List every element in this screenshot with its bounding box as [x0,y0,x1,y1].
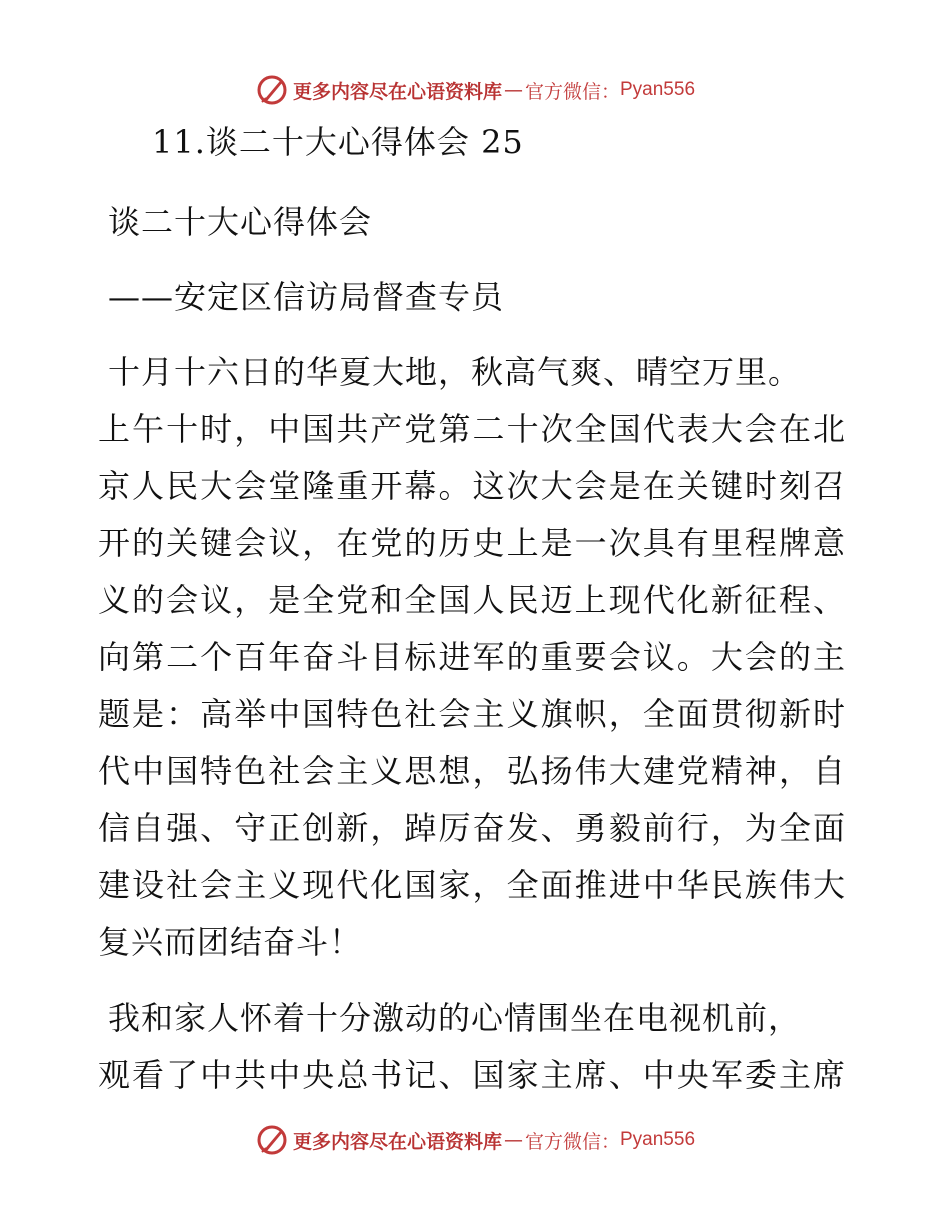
paragraph-line: 代中国特色社会主义思想，弘扬伟大建党精神，自 [98,752,846,790]
watermark-brand: 更多内容尽在心语资料库 [292,80,502,103]
watermark-label: 官方微信： [524,80,620,103]
watermark-label: 官方微信： [524,1130,620,1153]
watermark-wechat-id: Pyan556 [620,1129,696,1150]
watermark-brand: 更多内容尽在心语资料库 [292,1130,502,1153]
paragraph-line: 观看了中共中央总书记、国家主席、中央军委主席 [98,1056,846,1094]
header-watermark [0,70,950,110]
paragraph-line: 上午十时，中国共产党第二十次全国代表大会在北 [98,410,846,448]
footer-watermark [0,1120,950,1160]
paragraph-line: 京人民大会堂隆重开幕。这次大会是在关键时刻召 [98,467,846,505]
author-line: ——安定区信访局督查专员 [108,278,505,316]
paragraph-line: 建设社会主义现代化国家，全面推进中华民族伟大 [98,866,846,904]
watermark-dash: — [503,79,523,101]
paragraph-line: 复兴而团结奋斗！ [98,923,363,961]
article-title: 谈二十大心得体会 [108,203,373,241]
paragraph-line: 信自强、守正创新，踔厉奋发、勇毅前行，为全面 [98,809,846,847]
paragraph-line: 义的会议，是全党和全国人民迈上现代化新征程、 [98,581,846,619]
paragraph-line: 开的关键会议，在党的历史上是一次具有里程牌意 [98,524,846,562]
paragraph-line: 我和家人怀着十分激动的心情围坐在电视机前， [108,999,802,1037]
paragraph-line: 十月十六日的华夏大地，秋高气爽、晴空万里。 [108,353,802,391]
watermark-dash: — [503,1129,523,1151]
paragraph-line: 题是：高举中国特色社会主义旗帜，全面贯彻新时 [98,695,846,733]
watermark-wechat-id: Pyan556 [620,79,696,100]
paragraph-line: 向第二个百年奋斗目标进军的重要会议。大会的主 [98,638,846,676]
document-heading: 11.谈二十大心得体会 25 [152,123,524,161]
feather-pen-icon [255,73,289,107]
feather-pen-icon [255,1123,289,1157]
